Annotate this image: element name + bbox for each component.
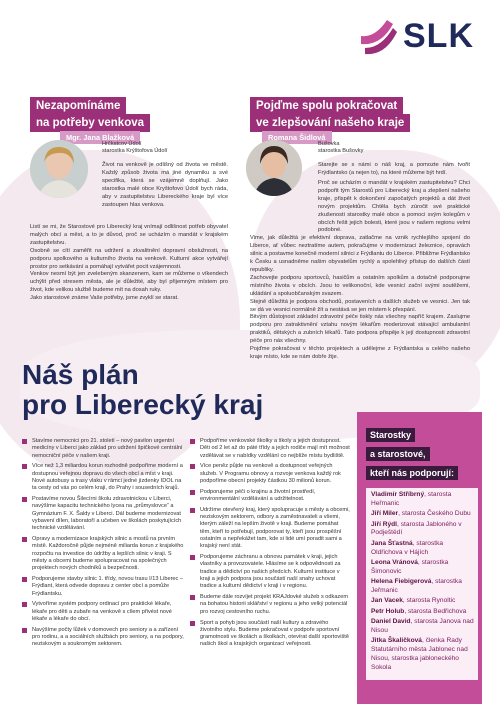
plan-bullets-left [22, 438, 187, 652]
left-caption-role: starostka Krýštofova Údolí [102, 148, 168, 154]
bullet-square-icon [22, 577, 27, 582]
plan-bullet-item [190, 620, 350, 649]
bullet-square-icon [190, 464, 195, 469]
bullet-square-icon [22, 602, 27, 607]
supporter-item [371, 559, 474, 577]
bullet-square-icon [190, 595, 195, 600]
left-headline-1: Nezapomínáme [30, 97, 126, 115]
right-paragraph: Pojďme pokračovat v těchto projektech a udělejme z Frýdlantska a celého našeho kraje místo, kde se nám dobře žije. [250, 346, 470, 360]
bullet-square-icon [22, 497, 27, 502]
right-lead-text: Starejte se s námi o náš kraj, a pomozte nám tvořit Frýdlantsko (a nejen to), na které můžeme být hrdí. [318, 162, 470, 176]
right-caption-place: Bušovka [318, 141, 340, 147]
supporter-role: , starostka Oldřichova v Hájích [371, 539, 444, 556]
supporters-list [366, 488, 478, 680]
right-paragraph: Proč se ucházím o mandát v krajském zastupitelstvu? Chci podpořit tým Starostů pro Liberecký kraj a zlepšení našeho kraje, přispět k dokončení započatých projektů a dát život novým projektům. Chtěla bych zúročit své praktické zkušenosti starostky malé obce a pomoci svým kolegům v obcích řešit jejich bolesti, které jsou v našem regionu velmi podobné. [318, 180, 470, 234]
bullet-square-icon [22, 628, 27, 633]
left-author-photo [30, 140, 88, 198]
right-paragraph: Vime, jak důležitá je efektivní doprava, zatlačme na vznik rychlejšího spojení do Liberce, ať vůbec neztratíme autem, pokračujme v modernizaci železnice, opravách silnic a postavme konečně moderní silnici z Frýdlantu do Liberce. Přibližme Frýdlantsko k Česku a usnadněme našim obyvatelům rychlý a spolehlivý přístup do dalších částí republiky. [250, 235, 471, 273]
left-paragraph: Jako starostové známe Vaše potřeby, jsme zvyklí se starat. [30, 295, 179, 302]
logo-swoosh-icon [357, 14, 401, 58]
supporter-item [371, 618, 474, 636]
supporter-name: Helena Fiebigerová [371, 578, 432, 586]
plan-bullet-text: Budeme dále rozvíjet projekt KRAJdovké služeb s odkazem na bohatou historii sklářství v regionu a jeho velký potenciál pro rozvoj cestovního ruchu. [200, 594, 348, 615]
bullet-square-icon [190, 555, 195, 560]
plan-bullet-item [22, 576, 187, 598]
plan-title-line: pro Liberecký kraj [22, 389, 264, 420]
plan-bullet-text: Navýšíme počty lůžek v domovech pro seniory a a zařízení pro rodinu, a a sociálních službách pro seniory, a na podpory, neziskovým a soukromým sektorem. [32, 626, 184, 648]
supporter-name: Jitka Škaličková [371, 637, 422, 645]
left-author-pill: Mgr. Jana Blažková [60, 131, 140, 144]
supporter-role: , starosta Heřmanic [371, 491, 452, 507]
right-caption-role: starostka Bušovky [318, 148, 364, 154]
plan-bullet-text: Stavíme nemocnici pro 21. století – nový pavilon urgentní medicíny v Liberci jako základ pro udržení špičkové centrální nemocniční péče v našem kraji. [32, 438, 183, 459]
supporter-role: , starostka Jeřmanic [371, 578, 462, 595]
right-headline-1: Pojďme spolu pokračovat [250, 97, 403, 115]
supporter-item [371, 491, 474, 509]
right-body [250, 180, 470, 362]
bullet-square-icon [22, 439, 27, 444]
plan-bullet-item [22, 496, 187, 532]
bullet-square-icon [190, 490, 195, 495]
plan-bullet-item [190, 554, 350, 590]
plan-title-line: Náš plán [22, 359, 139, 390]
supporter-item [371, 578, 474, 596]
plan-bullet-item [190, 438, 350, 460]
supporter-role: , starosta Rynoltic [402, 597, 456, 605]
bullet-square-icon [22, 537, 27, 542]
supporters-heading [366, 425, 474, 482]
supporter-name: Jiří Rýdl [371, 520, 398, 528]
plan-bullet-item [190, 463, 350, 485]
plan-bullet-text: Opravy a modernizace krajských silnic a mostů na prvním místě. Každoročně půjde nejméně miliarda korun z krajského rozpočtu na investice do údržby a lepších silnic v kraji. S městy a obcemi budeme spolupracovat na společných projektech nových chodníků a bezpečnosti. [32, 536, 184, 572]
right-headline-2: ve zlepšování našeho kraje [250, 114, 410, 132]
left-lead [102, 162, 228, 209]
supporter-name: Daniel David [371, 617, 411, 625]
right-paragraph: Stejně důležitá je podpora obchodů, postaveních a dalších služeb ve vesnici. Jen tak se dá ve vesnici normálně žít a nestává se jen místem k přespání. [250, 298, 470, 313]
supporters-heading-line: kteří nás podporují: [366, 466, 458, 480]
plan-title [22, 360, 263, 420]
slk-logo [357, 14, 474, 58]
plan-bullet-text: Podporujeme péči o krajinu a životní prostředí, environmentální vzdělávání a udržitelnost. [200, 488, 316, 503]
plan-bullet-text: Podporujeme záchranu a obnovu památek v kraji, jejich vlastníky a provozovatele. Hlásíme se k odpovědnosti za tradice a dědictví po našich předcích. Kulturní instituce v kraji a jejich podpora jsou součástí naší snahy uchovat tradice a kulturní dědictví v kraji i v regionu. [200, 554, 341, 590]
right-paragraph: Zachovejte podporu sportovců, hasičům a ostatním spolkům a dotačně podporujme místního života v obcích. Jsou to velikonoční, kde vesnicí zační svými soutěžemi, ukládání a spoluobčanským svazem. [250, 274, 470, 297]
plan-bullet-item [22, 601, 187, 623]
bullet-square-icon [190, 439, 195, 444]
supporter-item [371, 597, 474, 606]
plan-bullet-item [190, 489, 350, 504]
supporter-role: , členka Rady Statutárního města Jablonec nad Nisou, starostka jabloneckého Sokola [371, 637, 468, 671]
bullet-square-icon [22, 464, 27, 469]
plan-bullet-item [22, 536, 187, 572]
plan-bullet-text: Vytvoříme systém podpory ordinací pro praktické lékaře, lékaře pro děti a zubaře na venkově s cílem přivést nové lékaře a lékaře do obcí. [32, 601, 172, 623]
supporter-name: Jana Šťastná [371, 539, 413, 547]
plan-bullet-text: Podpoříme venkovské školky a školy a jejich dostupnost. Děti od 2 let až do páté třídy a jejich rodiče mají mít možnost vzdělávat se v nabídky vzdělání co nejblíže místu bydliště. [200, 438, 350, 459]
supporter-role: , starosta Českého Dubu [398, 510, 471, 518]
plan-bullet-text: Podporujeme stavby silnic 1. třídy, novou trasu I/13 Liberec – Frýdlant, která odvede dopravu z center obcí a pomůže Frýdlantsku. [32, 576, 184, 597]
left-paragraph: Osobně se cítí zaměřit na udržení a zkvalitnění dopravní obslužnosti, na podporu spolkového a kulturního života na venkově. Kulturní akce vytvářejí prostor pro setkávání a pomáhají vytvářet pocit vzájemnosti. [30, 247, 228, 270]
right-lead [318, 162, 470, 178]
left-body [30, 224, 228, 303]
supporter-item [371, 637, 474, 673]
supporter-role: , starosta Janova nad Nisou [371, 617, 474, 634]
right-author-pill: Romana Šidlová [262, 131, 332, 144]
left-paragraph: Venkov nesmí být jen zvelebeným skanzenem, kam se můžeme o víkendech uchýlit před stresem města, ale je důležité, aby byl přijemným místem pro život, kde velikou službě budeme mít na dosah ruky. [30, 271, 228, 294]
supporter-name: Vladimír Stříbrný [371, 491, 425, 498]
supporters-heading-line: Starostky [366, 428, 415, 442]
supporter-item [371, 608, 474, 617]
logo-text: SLK [403, 16, 474, 55]
left-paragraph: Listí se mi, že Starostové pro Liberecký kraj vnímají odlišnost potřeb obyvatel malých obcí a měst, a to je důvod, proč se ucházím o mandát v krajském zastupitelstvu. [30, 224, 228, 246]
supporter-name: Jiří Miler [371, 510, 399, 518]
plan-bullet-item [22, 463, 187, 492]
bullet-square-icon [190, 508, 195, 513]
plan-bullet-text: Udržíme otevřený kraj, který spolupracuje s městy a obcemi, neziskovým sektorem, odbory a zaměstnavateli a všemi, kterým záleží na lepším životě v kraji. Budeme pomáhat těm, kteří to potřebují, podporovat ty, kteří jsou prospěšní ostatním a nepřekážet tam, kde si lidé umí poradit sami a krajský není stát. [200, 506, 350, 550]
left-lead-text: Život na venkově je odlišný od života ve městě. Každý způsob života má jiné dynamiku a své specifika, která se vzájemně doplňují. Jako starostka malé obce Kryštofovo Údolí bych ráda, aby v zastupitelstvu Libereckého kraje byl více zastoupen hlas venkova. [102, 162, 228, 208]
plan-bullets-mid [190, 438, 350, 652]
supporter-name: Jan Vacek [371, 597, 403, 605]
plan-bullet-item [22, 438, 187, 460]
left-headline-2: na potřeby venkova [30, 114, 150, 132]
right-paragraph: Bitvým důstojnost základní zdravotní péče tiskly nás všechny napříč krajem. Zaslujme podporu pro zatraktivnění vztahu novým lékařům moderizovat stávající ambulantní praktiků, dětských a zubních lékařů. Tato podpora přispěje k její dostupnosti zdravotní péče pro nás všechny. [250, 314, 470, 345]
plan-bullet-text: Sport a pohyb jsou součástí naší kultury a zdravého životního stylu. Budeme pokračovat v podpoře sportovní gramotnosti ve školách a školkách, otevírat další sportoviště našich škol a krajských organizací veřejnosti. [200, 619, 349, 648]
plan-bullet-text: Více peněz půjde na venkově a dostupnost veřejných služeb. V Programu obnovy a rozvoje venkova každý rok podpoříme obecní projekty částkou 30 milionů korun. [200, 463, 341, 484]
left-caption-place: Hrčkatcov Údolí [102, 141, 142, 147]
plan-bullet-item [22, 627, 187, 649]
bullet-square-icon [190, 621, 195, 626]
supporter-role: , starosta Bedřichova [404, 607, 467, 615]
plan-bullet-item [190, 594, 350, 616]
supporter-name: Petr Holub [371, 607, 405, 615]
supporter-role: , starostka Šimonovic [371, 558, 449, 575]
plan-bullet-text: Postavíme novou Šilecírni školu zdravotnickou v Liberci, navýšíme kapacitu technického lycea na „průmyslovce“ a Gymnázium F. X. Šaldy v Liberci. Dál budeme modernizovat vybavení dílen, laboratoří a učeben ve školách poskytujících technické vzdělávání. [32, 496, 182, 532]
supporter-item [371, 521, 474, 539]
supporter-role: , starosta Jabloného v Podještědí [371, 520, 462, 537]
plan-bullet-item [190, 507, 350, 551]
supporter-name: Leona Vránová [371, 558, 418, 566]
supporters-heading-line: a starostové, [366, 447, 430, 461]
plan-bullet-text: Více než 1,3 miliardou korun rozhodně podpoříme moderní a dostupnou veřejnou dopravu do všech obcí a míst v kraji. Nové autobusy a trasy vlaku v rámci jedné jízdenky IDOL na ta cesty od vás po celém kraji, do Prahy i sousedních krajů. [32, 463, 183, 492]
supporter-item [371, 540, 474, 558]
supporter-item [371, 510, 474, 519]
